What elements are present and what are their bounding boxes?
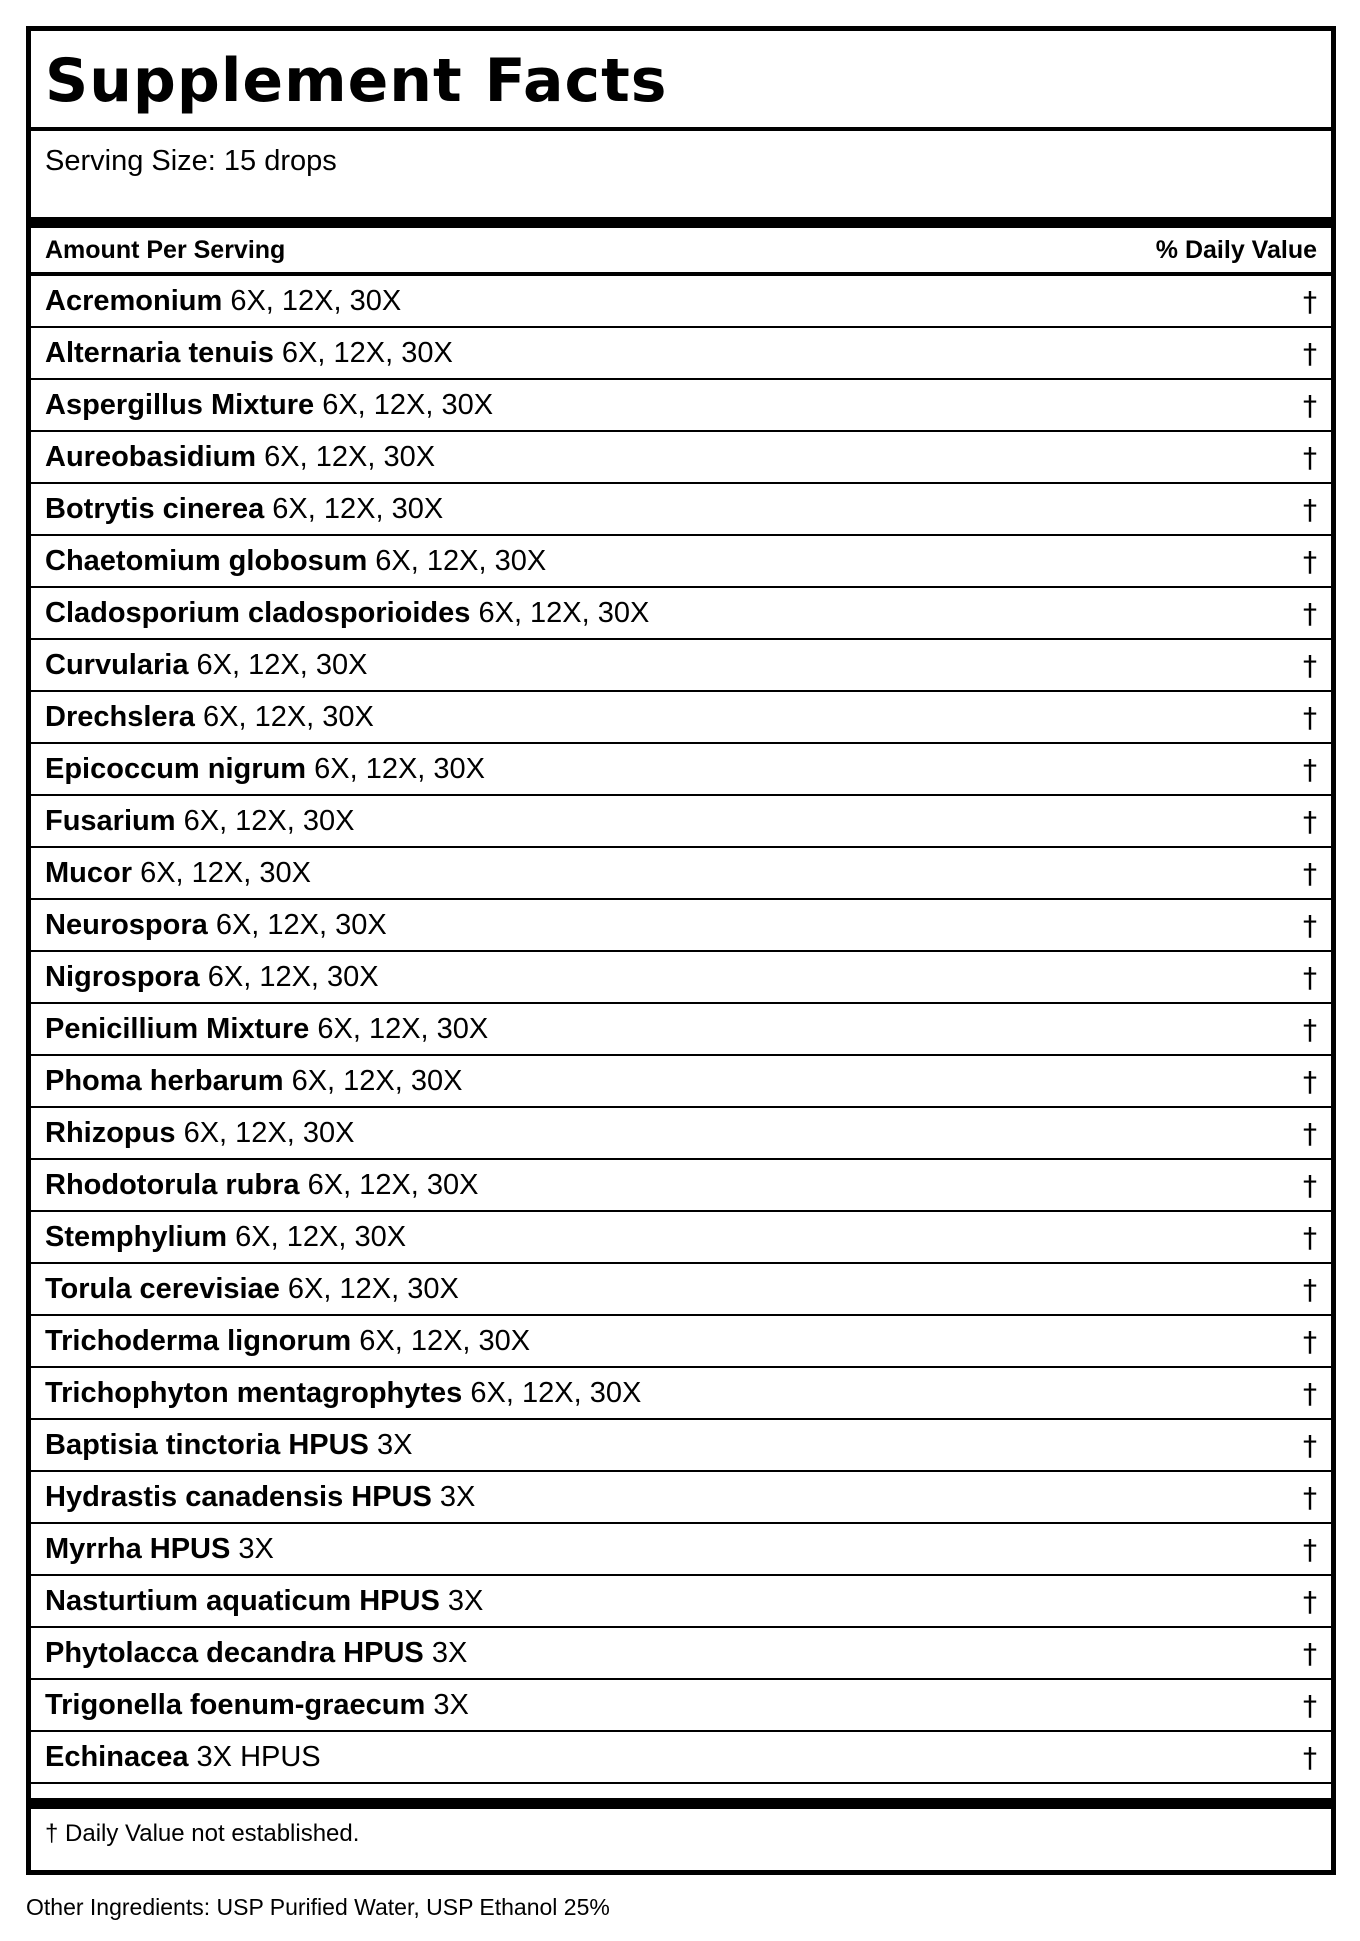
ingredient-entry xyxy=(45,805,355,838)
ingredient-entry xyxy=(45,1741,321,1774)
ingredient-entry xyxy=(45,753,485,786)
ingredient-entry xyxy=(45,649,367,682)
ingredient-row xyxy=(31,1368,1331,1420)
ingredient-row xyxy=(31,1472,1331,1524)
ingredient-row xyxy=(31,1420,1331,1472)
ingredient-name: Phoma herbarum xyxy=(45,1064,284,1097)
ingredient-row xyxy=(31,1680,1331,1732)
ingredient-entry xyxy=(45,1585,483,1618)
ingredient-potency: 6X, 12X, 30X xyxy=(215,908,387,941)
ingredient-row xyxy=(31,1264,1331,1316)
ingredient-row xyxy=(31,1004,1331,1056)
dagger-mark: † xyxy=(1303,1740,1317,1774)
ingredient-name: Phytolacca decandra HPUS xyxy=(45,1636,424,1669)
ingredient-name: Torula cerevisiae xyxy=(45,1272,280,1305)
ingredient-entry xyxy=(45,1481,475,1514)
ingredient-name: Mucor xyxy=(45,856,132,889)
ingredient-name: Hydrastis canadensis HPUS xyxy=(45,1480,432,1513)
ingredient-row xyxy=(31,1108,1331,1160)
ingredient-row xyxy=(31,1628,1331,1680)
ingredient-name: Stemphylium xyxy=(45,1220,228,1253)
ingredient-entry xyxy=(45,1065,462,1098)
ingredient-entry xyxy=(45,285,401,318)
ingredient-entry xyxy=(45,493,443,526)
ingredient-row xyxy=(31,1212,1331,1264)
ingredient-potency: 3X xyxy=(238,1532,274,1565)
ingredient-row xyxy=(31,900,1331,952)
ingredient-potency: 6X, 12X, 30X xyxy=(287,1272,459,1305)
ingredient-entry xyxy=(45,1221,406,1254)
ingredient-entry xyxy=(45,701,374,734)
dagger-mark: † xyxy=(1303,856,1317,890)
ingredient-row xyxy=(31,848,1331,900)
dagger-mark: † xyxy=(1303,1376,1317,1410)
ingredient-entry xyxy=(45,1637,467,1670)
ingredient-row xyxy=(31,536,1331,588)
dagger-mark: † xyxy=(1303,388,1317,422)
column-header-row xyxy=(31,228,1331,276)
ingredient-entry xyxy=(45,1429,412,1462)
ingredient-potency: 6X, 12X, 30X xyxy=(140,856,311,889)
ingredient-entry xyxy=(45,1533,274,1566)
ingredient-potency: 6X, 12X, 30X xyxy=(375,544,547,577)
ingredient-potency: 6X, 12X, 30X xyxy=(322,388,494,421)
ingredient-potency: 6X, 12X, 30X xyxy=(281,336,453,369)
dagger-mark: † xyxy=(1303,1636,1317,1670)
ingredient-entry xyxy=(45,389,493,422)
ingredient-name: Alternaria tenuis xyxy=(45,336,274,369)
ingredient-name: Drechslera xyxy=(45,700,195,733)
dagger-mark: † xyxy=(1303,908,1317,942)
ingredient-name: Chaetomium globosum xyxy=(45,544,368,577)
daily-value-footnote: † Daily Value not established. xyxy=(45,1820,360,1847)
ingredient-row xyxy=(31,952,1331,1004)
dagger-mark: † xyxy=(1303,1428,1317,1462)
dagger-mark: † xyxy=(1303,752,1317,786)
dagger-mark: † xyxy=(1303,1064,1317,1098)
ingredient-name: Penicillium Mixture xyxy=(45,1012,310,1045)
ingredient-potency: 6X, 12X, 30X xyxy=(307,1168,479,1201)
ingredient-row xyxy=(31,484,1331,536)
ingredient-potency: 3X HPUS xyxy=(196,1740,321,1773)
ingredient-name: Acremonium xyxy=(45,284,223,317)
ingredient-potency: 3X xyxy=(431,1636,468,1669)
ingredient-row xyxy=(31,328,1331,380)
ingredient-name: Echinacea xyxy=(45,1740,189,1773)
label-title: Supplement Facts xyxy=(31,31,1331,131)
dagger-mark: † xyxy=(1303,648,1317,682)
ingredient-potency: 6X, 12X, 30X xyxy=(183,804,355,837)
ingredient-entry xyxy=(45,597,649,630)
ingredient-entry xyxy=(45,1377,641,1410)
ingredient-potency: 6X, 12X, 30X xyxy=(207,960,379,993)
daily-value-header: % Daily Value xyxy=(1155,235,1317,264)
ingredient-entry xyxy=(45,1117,354,1150)
dagger-mark: † xyxy=(1303,1168,1317,1202)
ingredient-potency: 6X, 12X, 30X xyxy=(359,1324,531,1357)
ingredient-name: Trigonella foenum-graecum xyxy=(45,1688,426,1721)
ingredient-row xyxy=(31,1524,1331,1576)
ingredient-potency: 3X xyxy=(447,1584,484,1617)
closing-divider xyxy=(31,1798,1331,1809)
ingredient-entry xyxy=(45,1273,459,1306)
dagger-mark: † xyxy=(1303,336,1317,370)
dagger-mark: † xyxy=(1303,1688,1317,1722)
ingredient-entry xyxy=(45,545,546,578)
ingredient-entry xyxy=(45,1325,530,1358)
ingredient-row xyxy=(31,380,1331,432)
ingredient-potency: 6X, 12X, 30X xyxy=(314,752,486,785)
ingredient-row xyxy=(31,432,1331,484)
ingredient-name: Aureobasidium xyxy=(45,440,257,473)
ingredient-row xyxy=(31,1576,1331,1628)
dagger-mark: † xyxy=(1303,544,1317,578)
ingredient-row xyxy=(31,1732,1331,1784)
dagger-mark: † xyxy=(1303,1272,1317,1306)
ingredient-row xyxy=(31,744,1331,796)
ingredient-potency: 6X, 12X, 30X xyxy=(470,1376,642,1409)
ingredient-entry xyxy=(45,1013,488,1046)
ingredient-name: Rhizopus xyxy=(45,1116,176,1149)
other-ingredients: Other Ingredients: USP Purified Water, USP Ethanol 25% xyxy=(26,1894,610,1920)
dagger-mark: † xyxy=(1303,1220,1317,1254)
dagger-mark: † xyxy=(1303,804,1317,838)
ingredient-name: Neurospora xyxy=(45,908,208,941)
ingredient-name: Trichophyton mentagrophytes xyxy=(45,1376,463,1409)
ingredient-entry xyxy=(45,441,435,474)
ingredient-name: Rhodotorula rubra xyxy=(45,1168,300,1201)
ingredient-name: Curvularia xyxy=(45,648,189,681)
dagger-mark: † xyxy=(1303,1480,1317,1514)
dagger-mark: † xyxy=(1303,1584,1317,1618)
ingredient-entry xyxy=(45,337,453,370)
ingredient-potency: 6X, 12X, 30X xyxy=(203,700,374,733)
dagger-mark: † xyxy=(1303,596,1317,630)
ingredient-row xyxy=(31,1160,1331,1212)
dagger-mark: † xyxy=(1303,284,1317,318)
ingredient-row xyxy=(31,588,1331,640)
ingredient-entry xyxy=(45,1689,469,1722)
ingredient-name: Baptisia tinctoria HPUS xyxy=(45,1428,369,1461)
ingredient-name: Myrrha HPUS xyxy=(45,1532,231,1565)
ingredient-name: Nasturtium aquaticum HPUS xyxy=(45,1584,440,1617)
ingredient-list xyxy=(31,276,1331,1784)
dagger-mark: † xyxy=(1303,700,1317,734)
ingredient-row xyxy=(31,276,1331,328)
dagger-mark: † xyxy=(1303,492,1317,526)
ingredient-potency: 6X, 12X, 30X xyxy=(183,1116,355,1149)
ingredient-row xyxy=(31,1056,1331,1108)
ingredient-potency: 6X, 12X, 30X xyxy=(272,492,444,525)
ingredient-row xyxy=(31,692,1331,744)
ingredient-entry xyxy=(45,857,311,890)
amount-per-serving-header: Amount Per Serving xyxy=(45,235,286,264)
dagger-mark: † xyxy=(1303,1012,1317,1046)
supplement-facts-panel xyxy=(26,26,1336,1875)
ingredient-potency: 6X, 12X, 30X xyxy=(317,1012,489,1045)
ingredient-potency: 6X, 12X, 30X xyxy=(291,1064,463,1097)
ingredient-entry xyxy=(45,909,387,942)
ingredient-name: Cladosporium cladosporioides xyxy=(45,596,471,629)
dagger-mark: † xyxy=(1303,440,1317,474)
ingredient-potency: 3X xyxy=(376,1428,413,1461)
ingredient-name: Fusarium xyxy=(45,804,176,837)
ingredient-potency: 6X, 12X, 30X xyxy=(235,1220,407,1253)
ingredient-row xyxy=(31,796,1331,848)
ingredient-potency: 3X xyxy=(433,1688,469,1721)
ingredient-name: Botrytis cinerea xyxy=(45,492,265,525)
serving-size: Serving Size: 15 drops xyxy=(31,131,1331,228)
ingredient-entry xyxy=(45,961,379,994)
ingredient-name: Epicoccum nigrum xyxy=(45,752,307,785)
dagger-mark: † xyxy=(1303,1116,1317,1150)
ingredient-name: Nigrospora xyxy=(45,960,200,993)
ingredient-potency: 6X, 12X, 30X xyxy=(230,284,402,317)
dagger-mark: † xyxy=(1303,1532,1317,1566)
ingredient-row xyxy=(31,1316,1331,1368)
ingredient-entry xyxy=(45,1169,479,1202)
ingredient-row xyxy=(31,640,1331,692)
ingredient-potency: 6X, 12X, 30X xyxy=(196,648,368,681)
ingredient-name: Aspergillus Mixture xyxy=(45,388,315,421)
ingredient-potency: 6X, 12X, 30X xyxy=(264,440,436,473)
dagger-mark: † xyxy=(1303,1324,1317,1358)
dagger-mark: † xyxy=(1303,960,1317,994)
ingredient-name: Trichoderma lignorum xyxy=(45,1324,352,1357)
ingredient-potency: 6X, 12X, 30X xyxy=(478,596,650,629)
ingredient-potency: 3X xyxy=(439,1480,476,1513)
